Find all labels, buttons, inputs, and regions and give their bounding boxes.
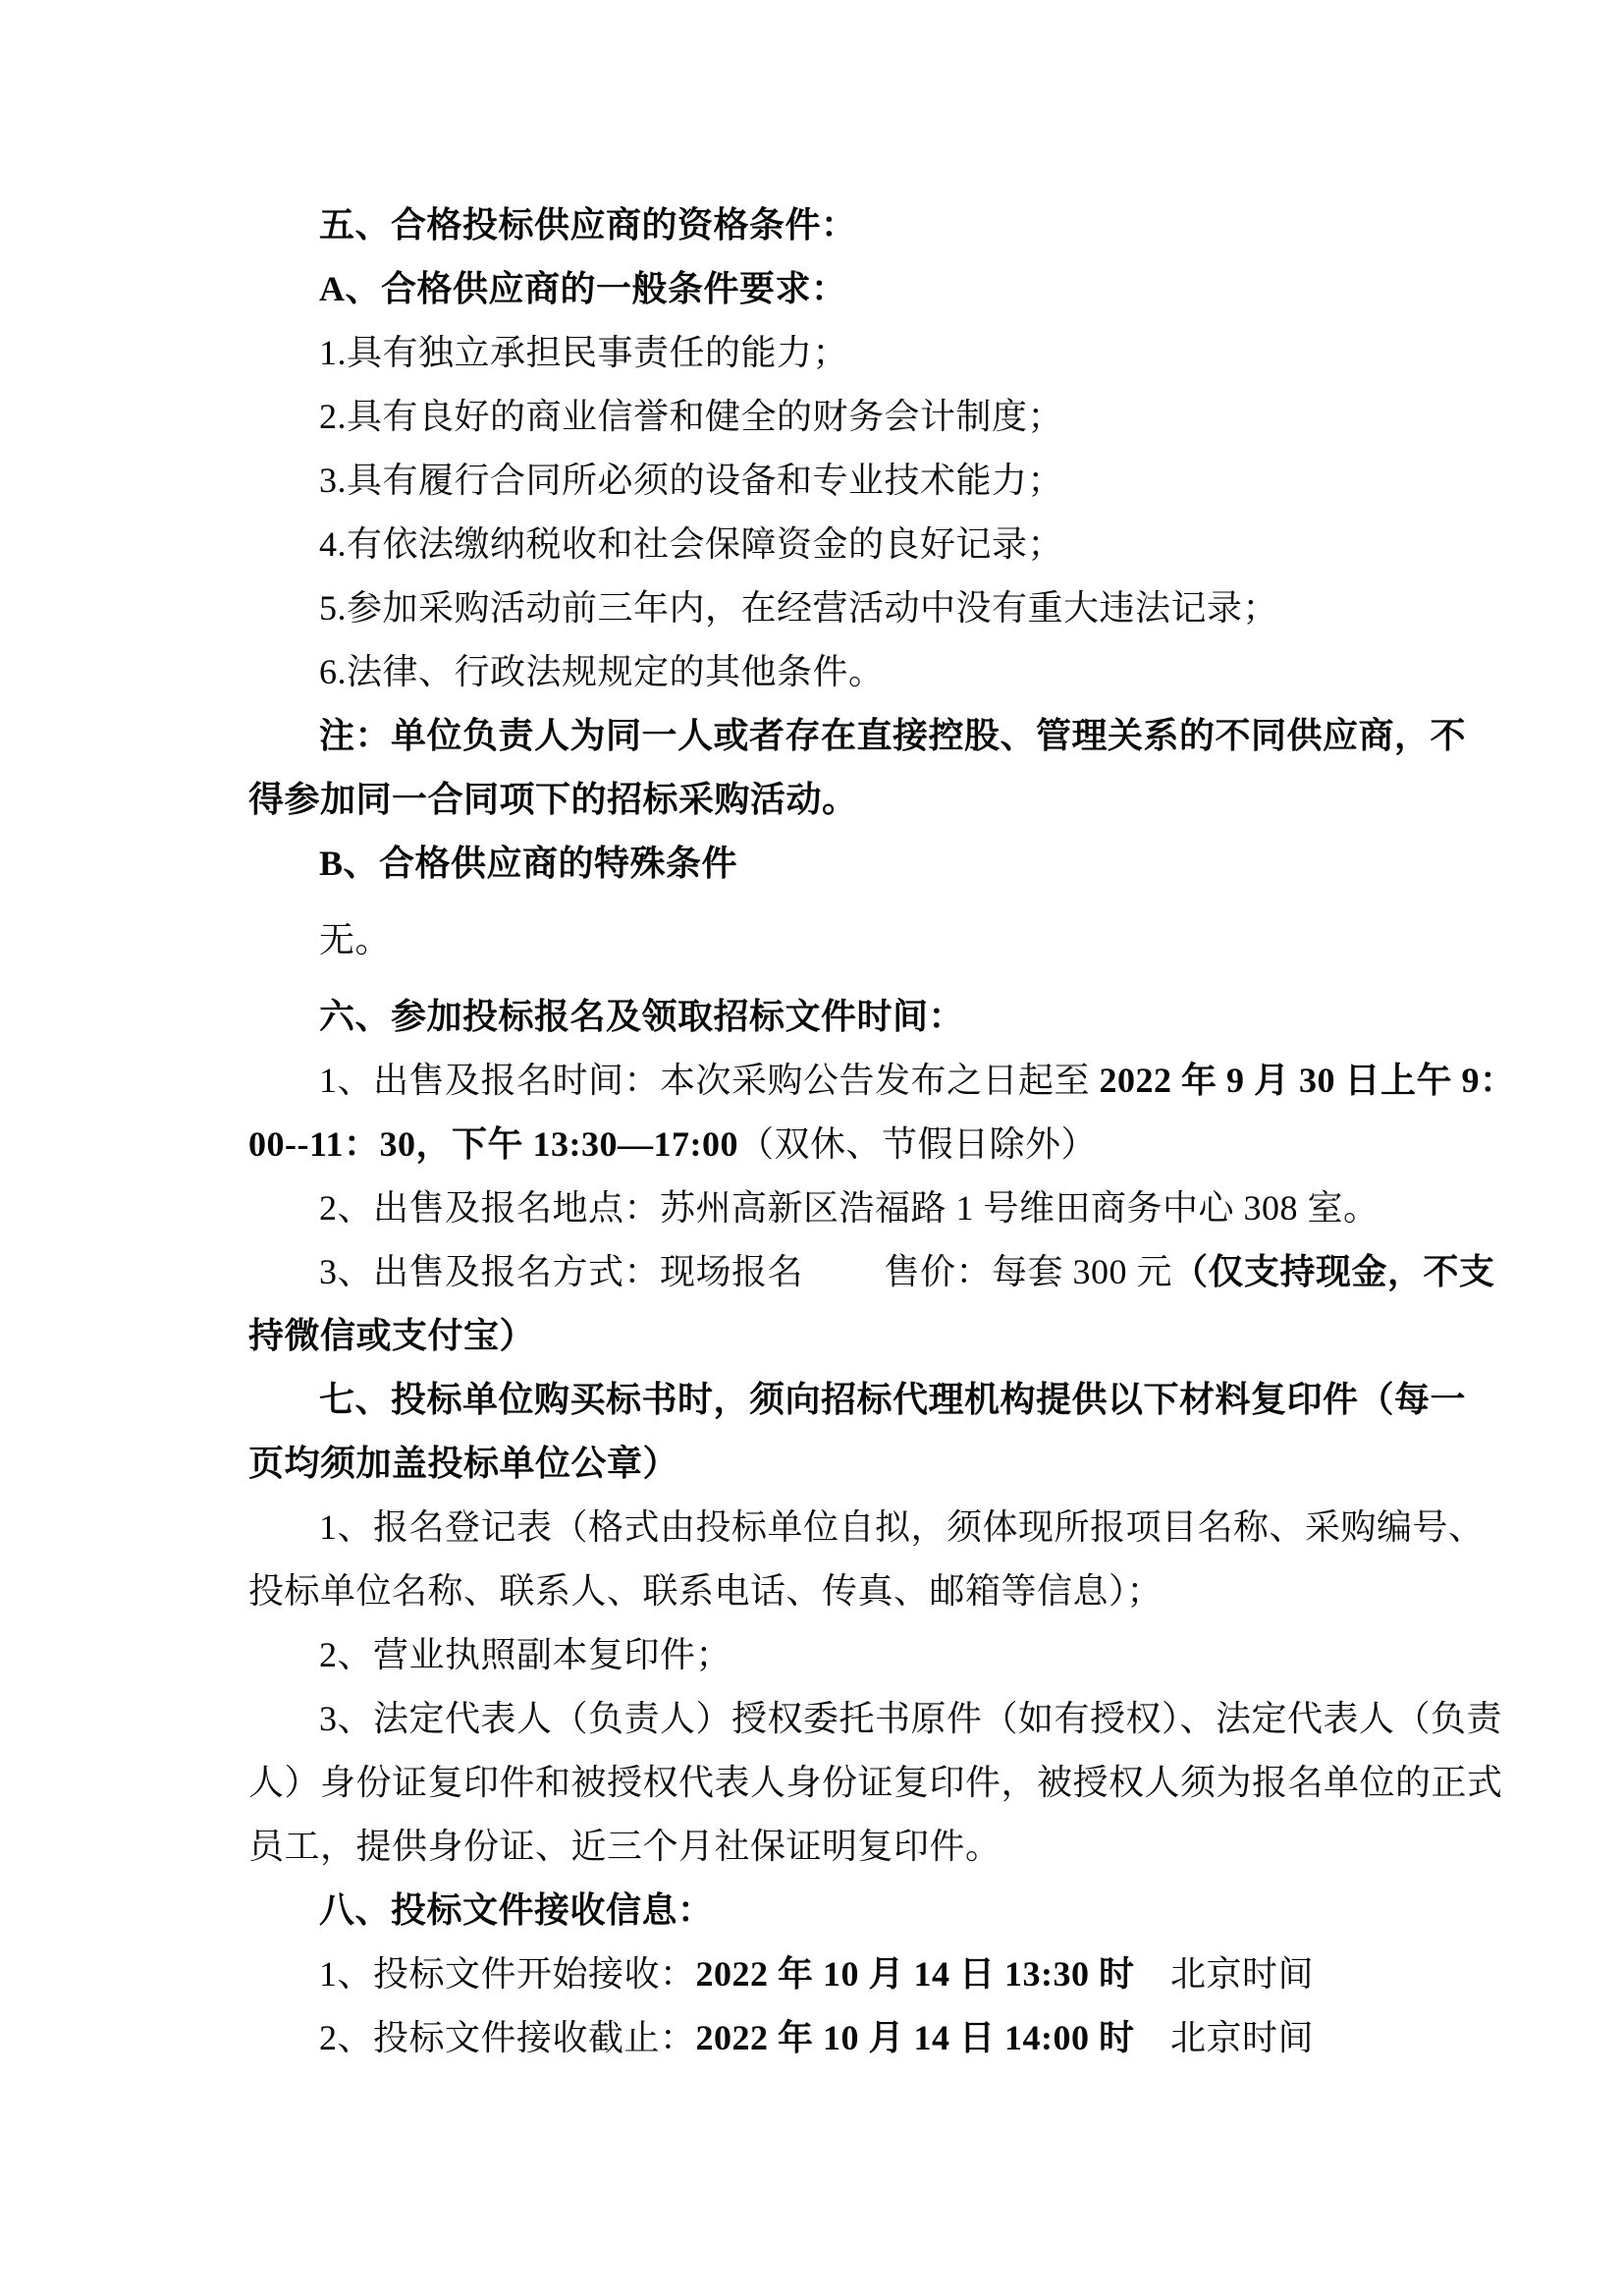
text-run: （双休、节假日除外） xyxy=(737,1124,1097,1164)
text-line xyxy=(248,1176,1397,1240)
text-line xyxy=(248,1751,1503,1815)
text-line xyxy=(248,1240,1495,1304)
text-run: 持微信或支付宝） xyxy=(248,1316,536,1355)
text-run: 6.法律、行政法规规定的其他条件。 xyxy=(319,652,885,691)
text-run: 3、法定代表人（负责人）授权委托书原件（如有授权）、法定代表人（负责 xyxy=(319,1699,1503,1738)
text-run: 五、合格投标供应商的资格条件： xyxy=(319,205,857,245)
section-8-bid-document-reception xyxy=(248,1879,1397,2070)
text-line xyxy=(248,908,1397,972)
text-run: 1、报名登记表（格式由投标单位自拟，须体现所报项目名称、采购编号、 xyxy=(319,1507,1485,1547)
text-line xyxy=(248,1304,1397,1368)
section-7-materials-required-for-purchase xyxy=(248,1368,1503,1879)
text-run: 六、参加投标报名及领取招标文件时间： xyxy=(319,997,965,1036)
text-run: 页均须加盖投标单位公章） xyxy=(248,1444,679,1483)
text-run: A、合格供应商的一般条件要求： xyxy=(319,269,847,308)
section-6-registration-and-document-collection-time xyxy=(248,985,1516,1368)
text-line xyxy=(248,832,1397,896)
text-run: 员工，提供身份证、近三个月社保证明复印件。 xyxy=(248,1827,1001,1866)
text-run: 2、投标文件接收截止： xyxy=(319,2018,696,2057)
text-run: 八、投标文件接收信息： xyxy=(319,1890,714,1930)
text-line xyxy=(248,1815,1397,1879)
text-line xyxy=(248,1496,1485,1559)
text-line xyxy=(248,513,1397,576)
text-run: 1.具有独立承担民事责任的能力； xyxy=(319,333,849,372)
document-body xyxy=(248,193,1516,2070)
text-run: 无。 xyxy=(319,920,392,959)
text-line xyxy=(248,449,1397,513)
text-run: 4.有依法缴纳税收和社会保障资金的良好记录； xyxy=(319,524,1064,564)
text-line xyxy=(248,985,1397,1049)
text-line xyxy=(248,1368,1467,1432)
text-run: 2.具有良好的商业信誉和健全的财务会计制度； xyxy=(319,397,1064,436)
text-run: 2022 年 9 月 30 日上午 9： xyxy=(1099,1061,1516,1100)
text-run: 2022 年 10 月 14 日 14:00 时 xyxy=(695,2018,1135,2057)
section-5-supplier-qualification xyxy=(248,193,1467,972)
text-line xyxy=(248,1113,1397,1176)
text-run: 1、出售及报名时间：本次采购公告发布之日起至 xyxy=(319,1061,1100,1100)
text-line xyxy=(248,768,1397,832)
text-run: 2、出售及报名地点：苏州高新区浩福路 1 号维田商务中心 308 室。 xyxy=(319,1188,1380,1228)
text-run: 人）身份证复印件和被授权代表人身份证复印件，被授权人须为报名单位的正式 xyxy=(248,1763,1503,1802)
text-line xyxy=(248,321,1397,385)
text-line xyxy=(248,1687,1503,1751)
text-run: 2022 年 10 月 14 日 13:30 时 xyxy=(695,1954,1135,1994)
text-line xyxy=(248,576,1397,640)
text-line xyxy=(248,193,1397,257)
text-line xyxy=(248,704,1467,768)
text-run: 注：单位负责人为同一人或者存在直接控股、管理关系的不同供应商，不 xyxy=(319,716,1467,755)
text-run: 2、营业执照副本复印件； xyxy=(319,1635,732,1674)
text-line xyxy=(248,385,1397,449)
text-run: 北京时间 xyxy=(1134,1954,1315,1994)
text-run: B、合格供应商的特殊条件 xyxy=(319,844,738,883)
text-line xyxy=(248,1049,1516,1113)
text-run: 5.参加采购活动前三年内，在经营活动中没有重大违法记录； xyxy=(319,588,1279,628)
text-line xyxy=(248,257,1397,321)
text-line xyxy=(248,1559,1397,1623)
text-line xyxy=(248,640,1397,704)
text-run: 投标单位名称、联系人、联系电话、传真、邮箱等信息）； xyxy=(248,1571,1163,1611)
text-run: 1、投标文件开始接收： xyxy=(319,1954,696,1994)
text-run: 3.具有履行合同所必须的设备和专业技术能力； xyxy=(319,461,1064,500)
text-run: 七、投标单位购买标书时，须向招标代理机构提供以下材料复印件（每一 xyxy=(319,1380,1467,1419)
text-run: 北京时间 xyxy=(1134,2018,1315,2057)
text-run: 得参加同一合同项下的招标采购活动。 xyxy=(248,780,858,819)
text-line xyxy=(248,2006,1397,2070)
text-line xyxy=(248,1432,1397,1496)
text-line xyxy=(248,1879,1397,1942)
text-run: （仅支持现金，不支 xyxy=(1172,1252,1495,1291)
text-run: 3、出售及报名方式：现场报名 售价：每套 300 元 xyxy=(319,1252,1173,1291)
text-line xyxy=(248,1623,1397,1687)
text-run: 00--11：30，下午 13:30—17:00 xyxy=(248,1124,738,1164)
text-line xyxy=(248,1942,1397,2006)
